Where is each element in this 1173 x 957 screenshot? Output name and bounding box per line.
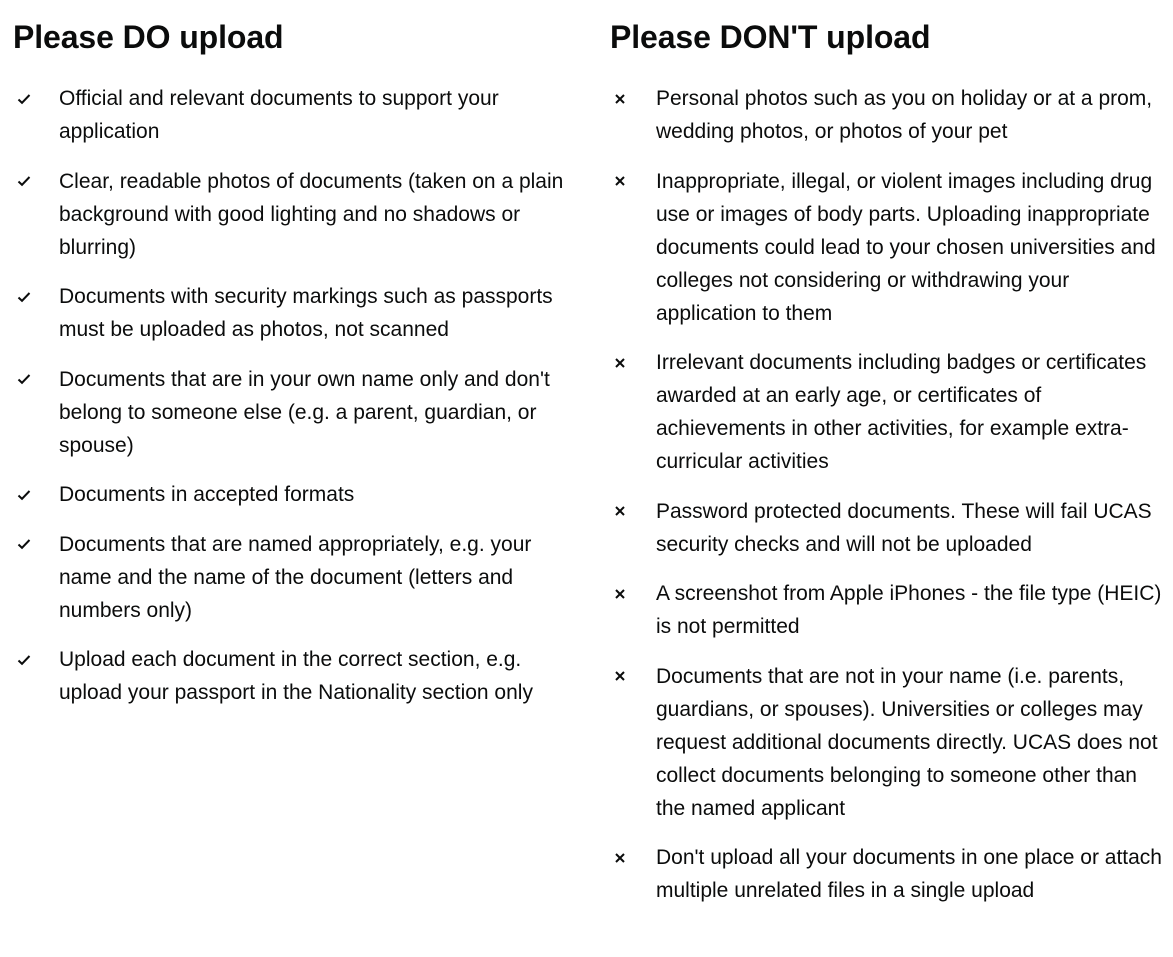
check-icon [17, 165, 41, 198]
do-list-item [13, 478, 573, 511]
do-list-item [13, 280, 573, 346]
dont-list-item [610, 841, 1166, 907]
check-icon [17, 82, 41, 115]
do-list-item-text: Official and relevant documents to support your application [59, 87, 499, 143]
dont-upload-heading: Please DON'T upload [610, 19, 931, 55]
check-icon [17, 363, 41, 396]
dont-list-item [610, 495, 1166, 561]
cross-icon [614, 577, 638, 610]
do-list-item [13, 363, 573, 462]
do-list-item-text: Documents with security markings such as passports must be uploaded as photos, not scanned [59, 285, 553, 341]
do-upload-section [13, 0, 573, 726]
dont-list-item-text: Documents that are not in your name (i.e. parents, guardians, or spouses). Universities or colleges may request additional documents directly. UCAS does not collect documents belonging to someone other than the named applicant [656, 664, 1158, 820]
check-icon [17, 478, 41, 511]
check-icon [17, 643, 41, 676]
do-list-item [13, 528, 573, 627]
check-icon [17, 280, 41, 313]
dont-list-item [610, 346, 1166, 478]
do-list-item [13, 82, 573, 148]
do-list-item-text: Documents that are in your own name only and don't belong to someone else (e.g. a parent, guardian, or spouse) [59, 367, 550, 457]
dont-list-item-text: Irrelevant documents including badges or certificates awarded at an early age, or certificates of achievements in other activities, for example extra-curricular activities [656, 351, 1147, 473]
cross-icon [614, 165, 638, 198]
dont-upload-list [610, 82, 1166, 907]
check-icon [17, 528, 41, 561]
do-list-item-text: Clear, readable photos of documents (taken on a plain background with good lighting and no shadows or blurring) [59, 169, 564, 259]
dont-list-item-text: Password protected documents. These will fail UCAS security checks and will not be uploaded [656, 499, 1152, 556]
cross-icon [614, 841, 638, 874]
do-upload-heading: Please DO upload [13, 19, 284, 55]
cross-icon [614, 660, 638, 693]
do-list-item-text: Documents in accepted formats [59, 483, 355, 506]
dont-list-item-text: Don't upload all your documents in one place or attach multiple unrelated files in a single upload [656, 846, 1162, 902]
dont-list-item-text: A screenshot from Apple iPhones - the file type (HEIC) is not permitted [656, 582, 1162, 638]
dont-list-item-text: Personal photos such as you on holiday or at a prom, wedding photos, or photos of your pet [656, 87, 1153, 143]
cross-icon [614, 346, 638, 379]
cross-icon [614, 495, 638, 528]
do-list-item-text: Upload each document in the correct section, e.g. upload your passport in the Nationality section only [59, 648, 533, 704]
do-list-item [13, 165, 573, 264]
dont-list-item-text: Inappropriate, illegal, or violent images including drug use or images of body parts. Uploading inappropriate documents could lead to your chosen universities and colleges not considering or withdrawing your application to them [656, 169, 1156, 325]
dont-list-item [610, 660, 1166, 825]
dont-list-item [610, 577, 1166, 643]
cross-icon [614, 82, 638, 115]
do-upload-list [13, 82, 573, 709]
do-list-item-text: Documents that are named appropriately, e.g. your name and the name of the document (letters and numbers only) [59, 532, 532, 622]
dont-upload-section [610, 0, 1166, 924]
dont-list-item [610, 165, 1166, 330]
do-list-item [13, 643, 573, 709]
dont-list-item [610, 82, 1166, 148]
